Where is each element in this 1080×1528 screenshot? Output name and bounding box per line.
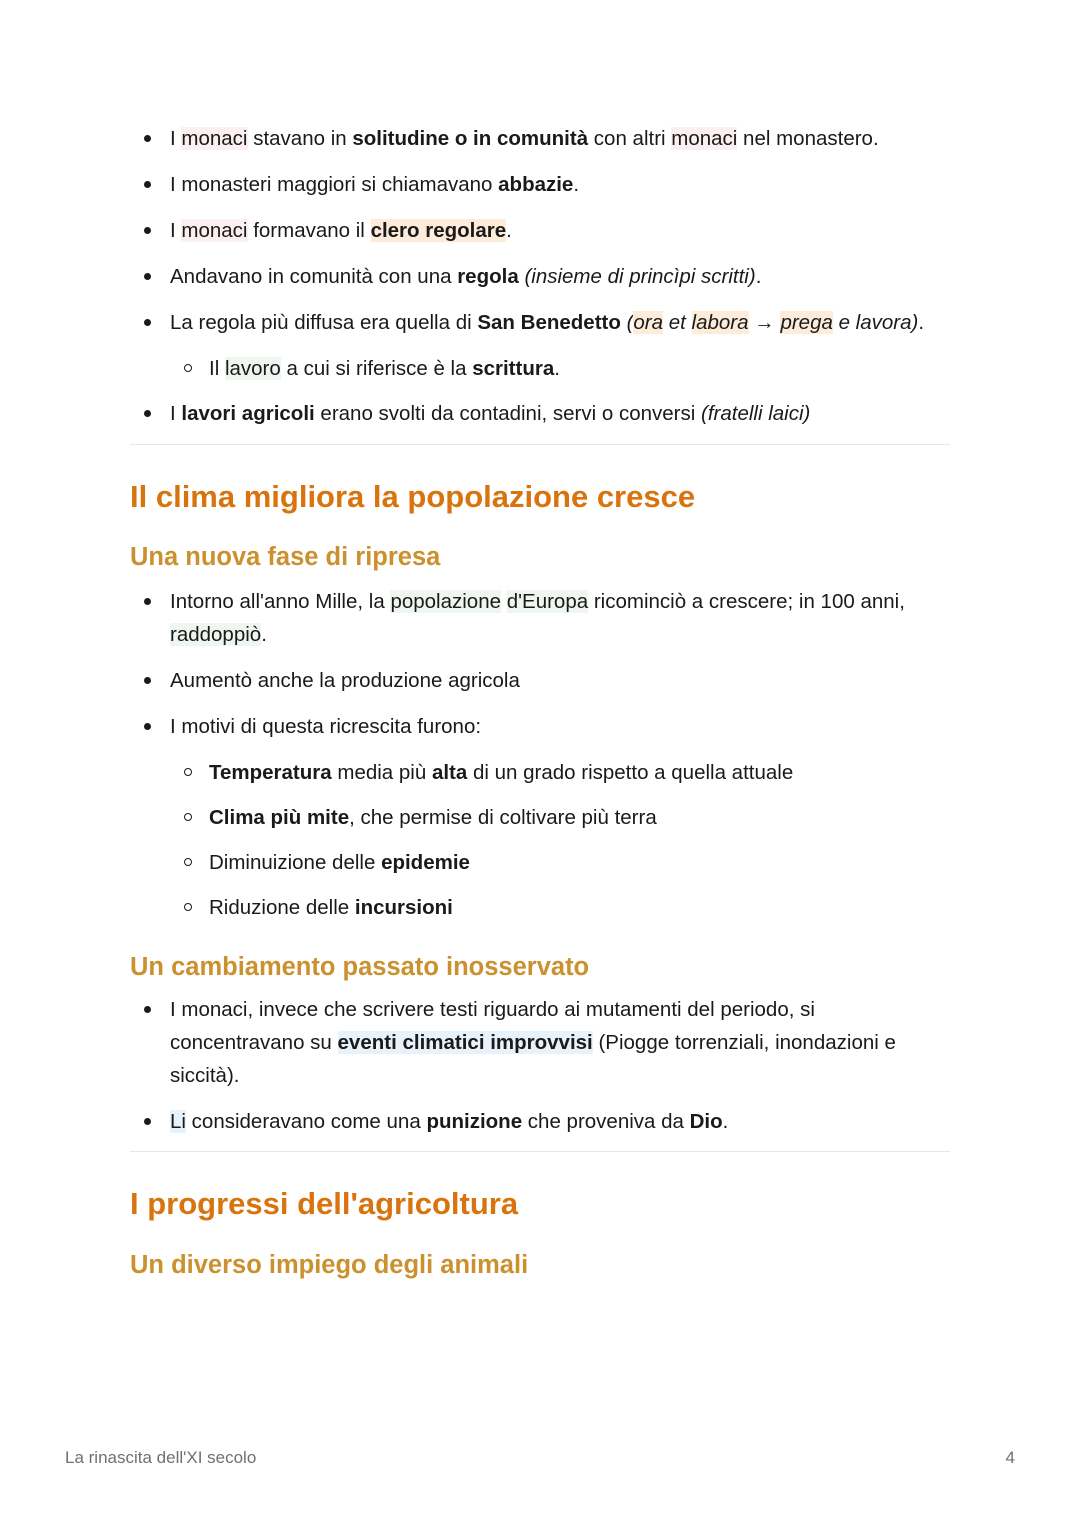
sub-list: [130, 352, 950, 385]
subsection-heading: Un diverso impiego degli animali: [130, 1251, 529, 1279]
recovery-list: [130, 585, 950, 743]
footer-page-number: 4: [1005, 1448, 1015, 1467]
list-item: Clima più mite, che permise di coltivare più terra: [130, 801, 950, 834]
list-item: I monaci, invece che scrivere testi riguardo ai mutamenti del periodo, si concentravano su eventi climatici improvvisi (Piogge torrenziali, inondazioni e siccità).: [130, 993, 950, 1092]
list-item: La regola più diffusa era quella di San Benedetto (ora et labora → prega e lavora).: [130, 306, 950, 339]
divider: [130, 444, 950, 445]
list-item: I motivi di questa ricrescita furono:: [130, 710, 950, 743]
subsection-heading: Un cambiamento passato inosservato: [130, 953, 590, 981]
section-heading: Il clima migliora la popolazione cresce: [130, 479, 696, 514]
monks-list: [130, 122, 950, 339]
list-item: Andavano in comunità con una regola (insieme di princìpi scritti).: [130, 260, 950, 293]
section-heading: I progressi dell'agricoltura: [130, 1186, 519, 1221]
footer-document-title: La rinascita dell'XI secolo: [65, 1448, 257, 1467]
reasons-list: [130, 756, 950, 924]
list-item: Diminuizione delle epidemie: [130, 846, 950, 879]
list-item: I lavori agricoli erano svolti da contadini, servi o conversi (fratelli laici): [130, 397, 950, 430]
list-item: I monasteri maggiori si chiamavano abbazie.: [130, 168, 950, 201]
list-item: Riduzione delle incursioni: [130, 891, 950, 924]
list-item: Temperatura media più alta di un grado rispetto a quella attuale: [130, 756, 950, 789]
list-item: Il lavoro a cui si riferisce è la scrittura.: [130, 352, 950, 385]
list-item: Intorno all'anno Mille, la popolazione d'Europa ricominciò a crescere; in 100 anni, raddoppiò.: [130, 585, 950, 651]
page-content: [130, 122, 950, 1281]
list-item: I monaci stavano in solitudine o in comunità con altri monaci nel monastero.: [130, 122, 950, 155]
list-item: Li consideravano come una punizione che proveniva da Dio.: [130, 1105, 950, 1138]
subsection-heading: Una nuova fase di ripresa: [130, 543, 441, 571]
unnoticed-list: [130, 993, 950, 1138]
list-item: Aumentò anche la produzione agricola: [130, 664, 950, 697]
list-item: I monaci formavano il clero regolare.: [130, 214, 950, 247]
monks-list-continued: [130, 397, 950, 430]
divider: [130, 1151, 950, 1152]
